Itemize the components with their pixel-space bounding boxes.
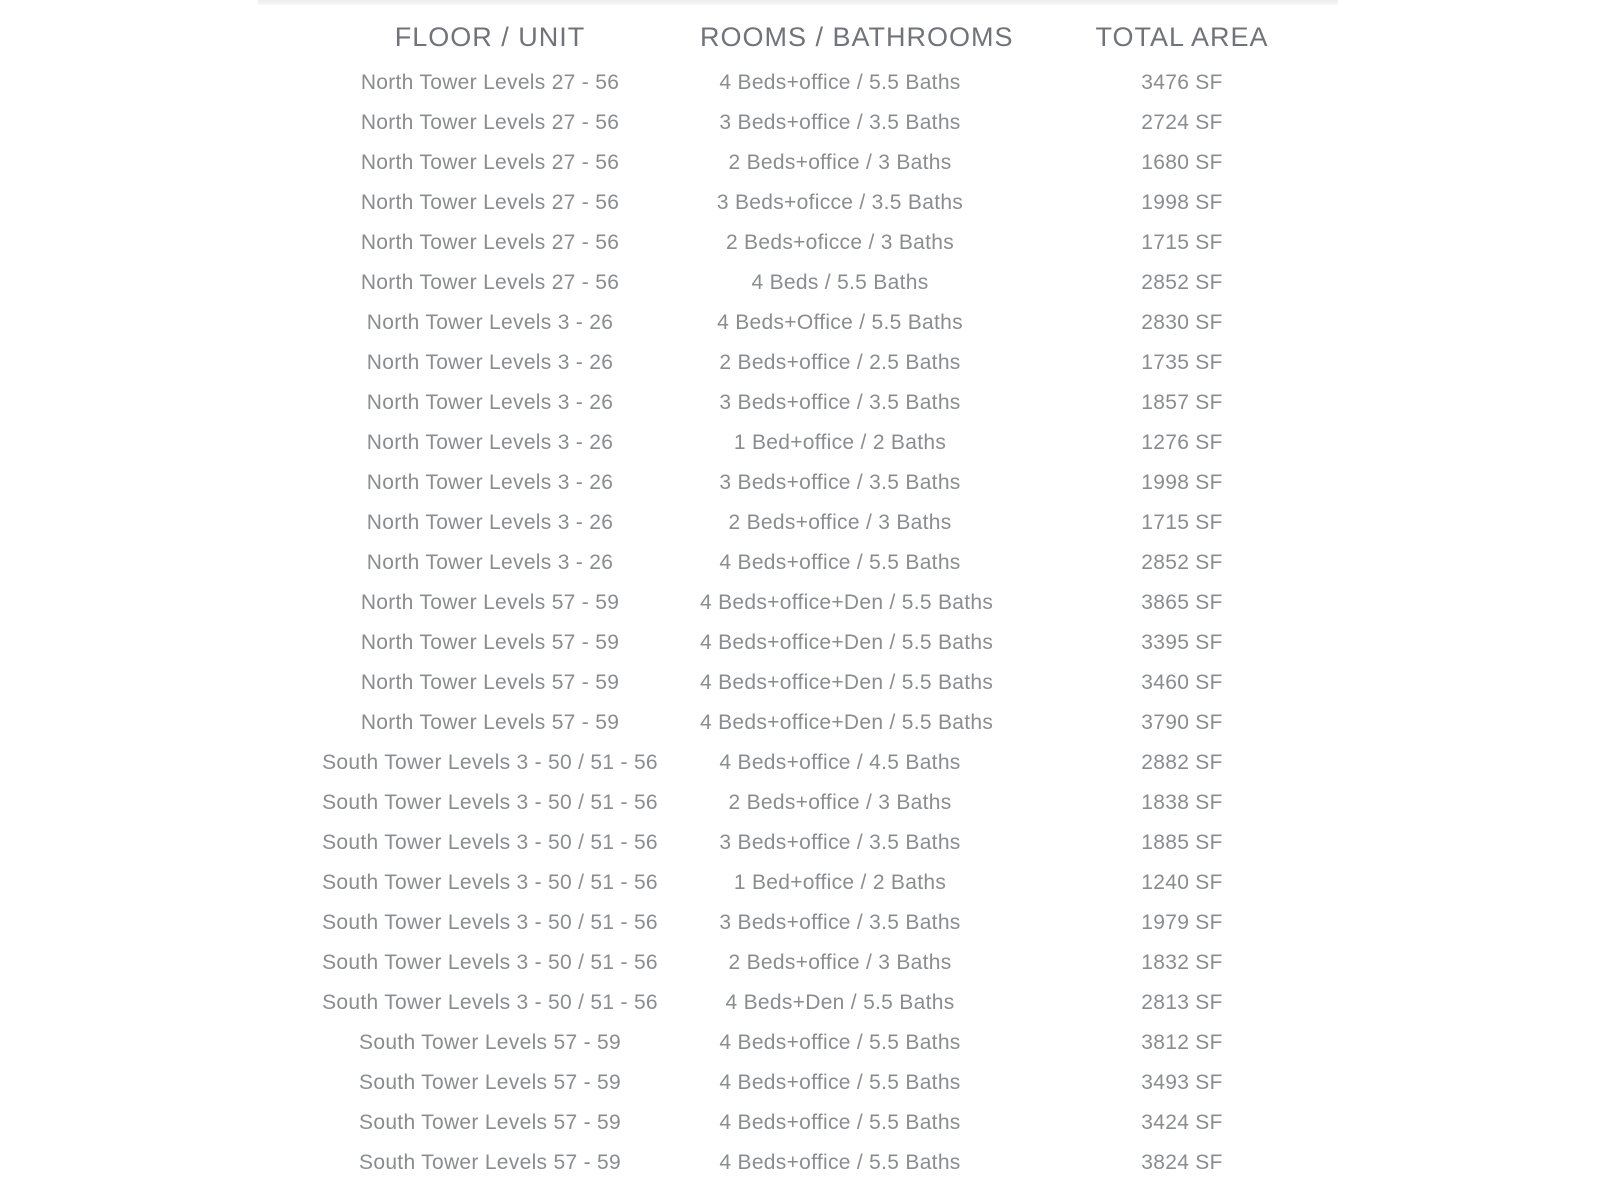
- table-row: [280, 263, 1384, 303]
- rooms-bathrooms-cell: 4 Beds+office / 5.5 Baths: [719, 1111, 961, 1134]
- floor-unit-cell: North Tower Levels 27 - 56: [360, 111, 620, 134]
- floor-unit-cell: South Tower Levels 3 - 50 / 51 - 56: [322, 911, 658, 934]
- total-area-cell: 2830 SF: [1141, 311, 1223, 334]
- table-row: [280, 1063, 1384, 1103]
- floor-unit-cell: South Tower Levels 57 - 59: [359, 1111, 621, 1134]
- total-area-cell: 1832 SF: [1141, 951, 1223, 974]
- table-row: [280, 663, 1384, 703]
- floor-unit-cell: North Tower Levels 57 - 59: [360, 631, 620, 654]
- floor-unit-cell: South Tower Levels 3 - 50 / 51 - 56: [322, 951, 658, 974]
- total-area-cell: 3812 SF: [1141, 1031, 1223, 1054]
- table-header-row: [280, 0, 1384, 63]
- rooms-bathrooms-cell: 3 Beds+office / 3.5 Baths: [719, 111, 961, 134]
- floor-unit-cell: North Tower Levels 27 - 56: [360, 231, 620, 254]
- rooms-bathrooms-cell: 4 Beds+office+Den / 5.5 Baths: [700, 711, 994, 734]
- floor-unit-cell: North Tower Levels 3 - 26: [366, 551, 614, 574]
- rooms-bathrooms-cell: 3 Beds+office / 3.5 Baths: [719, 471, 961, 494]
- floor-unit-cell: South Tower Levels 57 - 59: [359, 1071, 621, 1094]
- rooms-bathrooms-cell: 3 Beds+office / 3.5 Baths: [719, 911, 961, 934]
- floor-unit-cell: South Tower Levels 57 - 59: [359, 1031, 621, 1054]
- floor-unit-cell: North Tower Levels 3 - 26: [366, 351, 614, 374]
- rooms-bathrooms-cell: 1 Bed+office / 2 Baths: [733, 431, 947, 454]
- column-header-floor-unit: FLOOR / UNIT: [394, 22, 586, 52]
- floor-unit-cell: North Tower Levels 57 - 59: [360, 671, 620, 694]
- rooms-bathrooms-cell: 4 Beds+office / 5.5 Baths: [719, 551, 961, 574]
- total-area-cell: 3424 SF: [1141, 1111, 1223, 1134]
- table-row: [280, 183, 1384, 223]
- rooms-bathrooms-cell: 4 Beds+office+Den / 5.5 Baths: [700, 631, 994, 654]
- total-area-cell: 1276 SF: [1141, 431, 1223, 454]
- total-area-cell: 3460 SF: [1141, 671, 1223, 694]
- floor-unit-cell: South Tower Levels 3 - 50 / 51 - 56: [322, 871, 658, 894]
- rooms-bathrooms-cell: 4 Beds+office / 5.5 Baths: [719, 1151, 961, 1174]
- table-row: [280, 103, 1384, 143]
- table-row: [280, 623, 1384, 663]
- table-row: [280, 903, 1384, 943]
- total-area-cell: 1979 SF: [1141, 911, 1223, 934]
- floor-unit-cell: North Tower Levels 27 - 56: [360, 271, 620, 294]
- floor-unit-cell: North Tower Levels 27 - 56: [360, 191, 620, 214]
- floor-unit-cell: North Tower Levels 57 - 59: [360, 591, 620, 614]
- column-header-total-area: TOTAL AREA: [1095, 22, 1269, 52]
- total-area-cell: 1998 SF: [1141, 191, 1223, 214]
- floor-unit-cell: South Tower Levels 57 - 59: [359, 1151, 621, 1174]
- total-area-cell: 1715 SF: [1141, 231, 1223, 254]
- rooms-bathrooms-cell: 4 Beds+Office / 5.5 Baths: [717, 311, 963, 334]
- total-area-cell: 1680 SF: [1141, 151, 1223, 174]
- total-area-cell: 3790 SF: [1141, 711, 1223, 734]
- total-area-cell: 1838 SF: [1141, 791, 1223, 814]
- rooms-bathrooms-cell: 4 Beds+office+Den / 5.5 Baths: [700, 671, 994, 694]
- floor-unit-cell: North Tower Levels 3 - 26: [366, 431, 614, 454]
- floor-unit-cell: North Tower Levels 3 - 26: [366, 511, 614, 534]
- total-area-cell: 1998 SF: [1141, 471, 1223, 494]
- table-row: [280, 223, 1384, 263]
- table-row: [280, 1143, 1384, 1183]
- rooms-bathrooms-cell: 3 Beds+office / 3.5 Baths: [719, 831, 961, 854]
- table-row: [280, 743, 1384, 783]
- rooms-bathrooms-cell: 4 Beds+office / 5.5 Baths: [719, 1071, 961, 1094]
- floor-unit-cell: South Tower Levels 3 - 50 / 51 - 56: [322, 791, 658, 814]
- table-row: [280, 783, 1384, 823]
- floor-unit-cell: North Tower Levels 27 - 56: [360, 71, 620, 94]
- rooms-bathrooms-cell: 4 Beds / 5.5 Baths: [751, 271, 929, 294]
- total-area-cell: 1885 SF: [1141, 831, 1223, 854]
- table-row: [280, 983, 1384, 1023]
- rooms-bathrooms-cell: 4 Beds+office / 5.5 Baths: [719, 71, 961, 94]
- table-row: [280, 823, 1384, 863]
- total-area-cell: 1240 SF: [1141, 871, 1223, 894]
- table-row: [280, 863, 1384, 903]
- table-row: [280, 703, 1384, 743]
- floor-unit-cell: North Tower Levels 3 - 26: [366, 471, 614, 494]
- total-area-cell: 1735 SF: [1141, 351, 1223, 374]
- total-area-cell: 2882 SF: [1141, 751, 1223, 774]
- table-row: [280, 143, 1384, 183]
- rooms-bathrooms-cell: 2 Beds+oficce / 3 Baths: [725, 231, 955, 254]
- unit-availability-table: [280, 0, 1384, 1183]
- total-area-cell: 1857 SF: [1141, 391, 1223, 414]
- rooms-bathrooms-cell: 4 Beds+office / 4.5 Baths: [719, 751, 961, 774]
- table-body: [280, 63, 1384, 1183]
- table-row: [280, 383, 1384, 423]
- rooms-bathrooms-cell: 2 Beds+office / 3 Baths: [728, 951, 952, 974]
- rooms-bathrooms-cell: 4 Beds+office+Den / 5.5 Baths: [700, 591, 994, 614]
- table-row: [280, 343, 1384, 383]
- floor-unit-cell: South Tower Levels 3 - 50 / 51 - 56: [322, 751, 658, 774]
- total-area-cell: 2724 SF: [1141, 111, 1223, 134]
- total-area-cell: 3824 SF: [1141, 1151, 1223, 1174]
- floor-unit-cell: North Tower Levels 3 - 26: [366, 391, 614, 414]
- floor-unit-cell: North Tower Levels 27 - 56: [360, 151, 620, 174]
- table-row: [280, 943, 1384, 983]
- table-row: [280, 503, 1384, 543]
- rooms-bathrooms-cell: 2 Beds+office / 3 Baths: [728, 791, 952, 814]
- table-row: [280, 303, 1384, 343]
- floor-unit-cell: South Tower Levels 3 - 50 / 51 - 56: [322, 831, 658, 854]
- rooms-bathrooms-cell: 3 Beds+office / 3.5 Baths: [719, 391, 961, 414]
- rooms-bathrooms-cell: 3 Beds+oficce / 3.5 Baths: [716, 191, 964, 214]
- table-row: [280, 543, 1384, 583]
- total-area-cell: 3476 SF: [1141, 71, 1223, 94]
- total-area-cell: 3395 SF: [1141, 631, 1223, 654]
- rooms-bathrooms-cell: 4 Beds+office / 5.5 Baths: [719, 1031, 961, 1054]
- table-row: [280, 423, 1384, 463]
- table-row: [280, 463, 1384, 503]
- rooms-bathrooms-cell: 2 Beds+office / 3 Baths: [728, 151, 952, 174]
- rooms-bathrooms-cell: 1 Bed+office / 2 Baths: [733, 871, 947, 894]
- table-row: [280, 1103, 1384, 1143]
- total-area-cell: 2813 SF: [1141, 991, 1223, 1014]
- floor-unit-cell: North Tower Levels 3 - 26: [366, 311, 614, 334]
- table-row: [280, 1023, 1384, 1063]
- total-area-cell: 3493 SF: [1141, 1071, 1223, 1094]
- rooms-bathrooms-cell: 4 Beds+Den / 5.5 Baths: [725, 991, 955, 1014]
- table-row: [280, 583, 1384, 623]
- rooms-bathrooms-cell: 2 Beds+office / 2.5 Baths: [719, 351, 961, 374]
- total-area-cell: 3865 SF: [1141, 591, 1223, 614]
- total-area-cell: 2852 SF: [1141, 271, 1223, 294]
- column-header-rooms-bathrooms: ROOMS / BATHROOMS: [700, 22, 1014, 52]
- floor-unit-cell: South Tower Levels 3 - 50 / 51 - 56: [322, 991, 658, 1014]
- total-area-cell: 2852 SF: [1141, 551, 1223, 574]
- table-row: [280, 63, 1384, 103]
- rooms-bathrooms-cell: 2 Beds+office / 3 Baths: [728, 511, 952, 534]
- floor-unit-cell: North Tower Levels 57 - 59: [360, 711, 620, 734]
- total-area-cell: 1715 SF: [1141, 511, 1223, 534]
